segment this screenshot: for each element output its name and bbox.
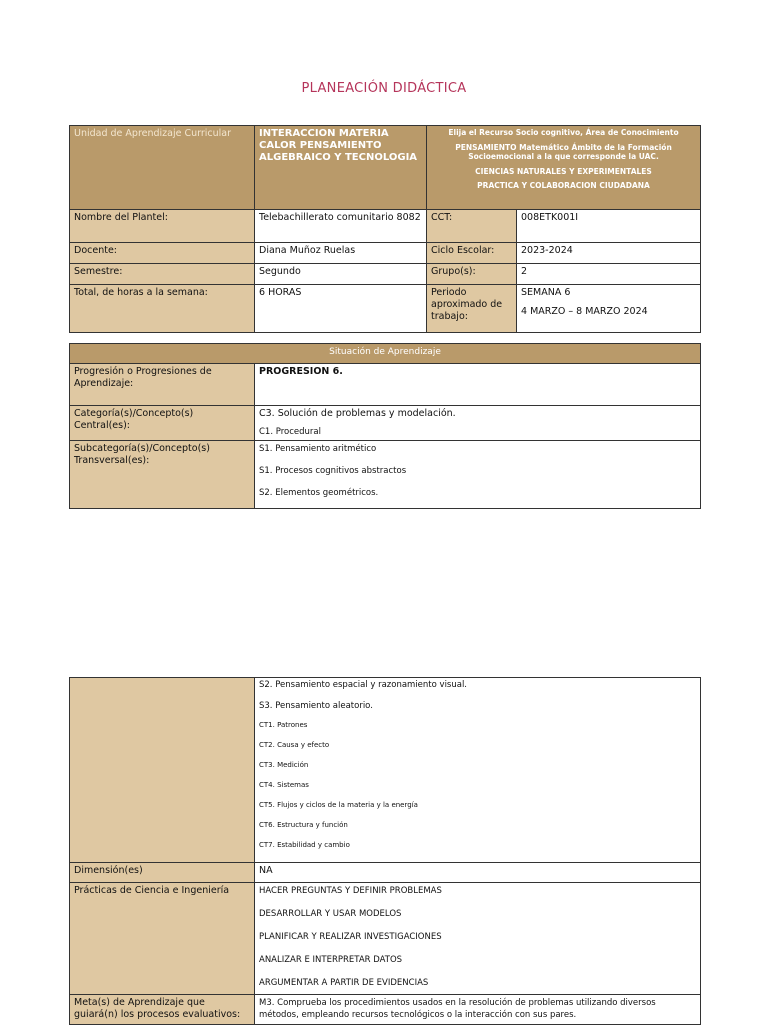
progresion-value: PROGRESION 6.: [255, 364, 701, 406]
situacion-header: Situación de Aprendizaje: [70, 344, 701, 364]
progresion-label: Progresión o Progresiones de Aprendizaje:: [70, 364, 255, 406]
ciclo-label: Ciclo Escolar:: [427, 243, 517, 264]
subcategoria-value: S1. Pensamiento aritmético S1. Procesos cognitivos abstractos S2. Elementos geométricos.: [255, 441, 701, 509]
practicas-label: Prácticas de Ciencia e Ingeniería: [70, 883, 255, 995]
continuation-label: [70, 678, 255, 863]
semestre-label: Semestre:: [70, 264, 255, 285]
cct-value: 008ETK001I: [517, 210, 701, 243]
semestre-value: Segundo: [255, 264, 427, 285]
horas-value: 6 HORAS: [255, 285, 427, 333]
page-title: PLANEACIÓN DIDÁCTICA: [301, 81, 467, 96]
plantel-label: Nombre del Plantel:: [70, 210, 255, 243]
uac-label: Unidad de Aprendizaje Curricular: [70, 126, 255, 210]
metas-value: M3. Comprueba los procedimientos usados en la resolución de problemas utilizando diversos métodos, empleando recursos tecnológicos o la interacción con sus pares.: [255, 995, 701, 1025]
docente-value: Diana Muñoz Ruelas: [255, 243, 427, 264]
ciclo-value: 2023-2024: [517, 243, 701, 264]
categoria-label: Categoría(s)/Concepto(s) Central(es):: [70, 406, 255, 441]
grupo-value: 2: [517, 264, 701, 285]
uac-value: INTERACCION MATERIA CALOR PENSAMIENTO ALGEBRAICO Y TECNOLOGIA: [255, 126, 427, 210]
horas-label: Total, de horas a la semana:: [70, 285, 255, 333]
subcategoria-cont-value: S2. Pensamiento espacial y razonamiento visual. S3. Pensamiento aleatorio. CT1. Patrones CT2. Causa y efecto CT3. Medición CT4. Sistemas CT5. Flujos y ciclos de la materia y la energía CT6. Estructura y función CT7. Estabilidad y cambio: [255, 678, 701, 863]
periodo-value: SEMANA 6 4 MARZO – 8 MARZO 2024: [517, 285, 701, 333]
continuation-table: [69, 677, 701, 1025]
dimension-label: Dimensión(es): [70, 863, 255, 883]
metas-label: Meta(s) de Aprendizaje que guiará(n) los procesos evaluativos:: [70, 995, 255, 1025]
cct-label: CCT:: [427, 210, 517, 243]
general-info-table: [69, 125, 701, 333]
dimension-value: NA: [255, 863, 701, 883]
grupo-label: Grupo(s):: [427, 264, 517, 285]
practicas-value: HACER PREGUNTAS Y DEFINIR PROBLEMAS DESARROLLAR Y USAR MODELOS PLANIFICAR Y REALIZAR INVESTIGACIONES ANALIZAR E INTERPRETAR DATOS ARGUMENTAR A PARTIR DE EVIDENCIAS: [255, 883, 701, 995]
uac-note: Elija el Recurso Socio cognitivo, Área de Conocimiento PENSAMIENTO Matemático Ámbito de la Formación Socioemocional a la que corresponde la UAC. CIENCIAS NATURALES Y EXPERIMENTALES PRACTICA Y COLABORACION CIUDADANA: [427, 126, 701, 210]
periodo-label: Periodo aproximado de trabajo:: [427, 285, 517, 333]
docente-label: Docente:: [70, 243, 255, 264]
subcategoria-label: Subcategoría(s)/Concepto(s) Transversal(es):: [70, 441, 255, 509]
situacion-table: [69, 343, 701, 509]
plantel-value: Telebachillerato comunitario 8082: [255, 210, 427, 243]
categoria-value: C3. Solución de problemas y modelación. C1. Procedural: [255, 406, 701, 441]
